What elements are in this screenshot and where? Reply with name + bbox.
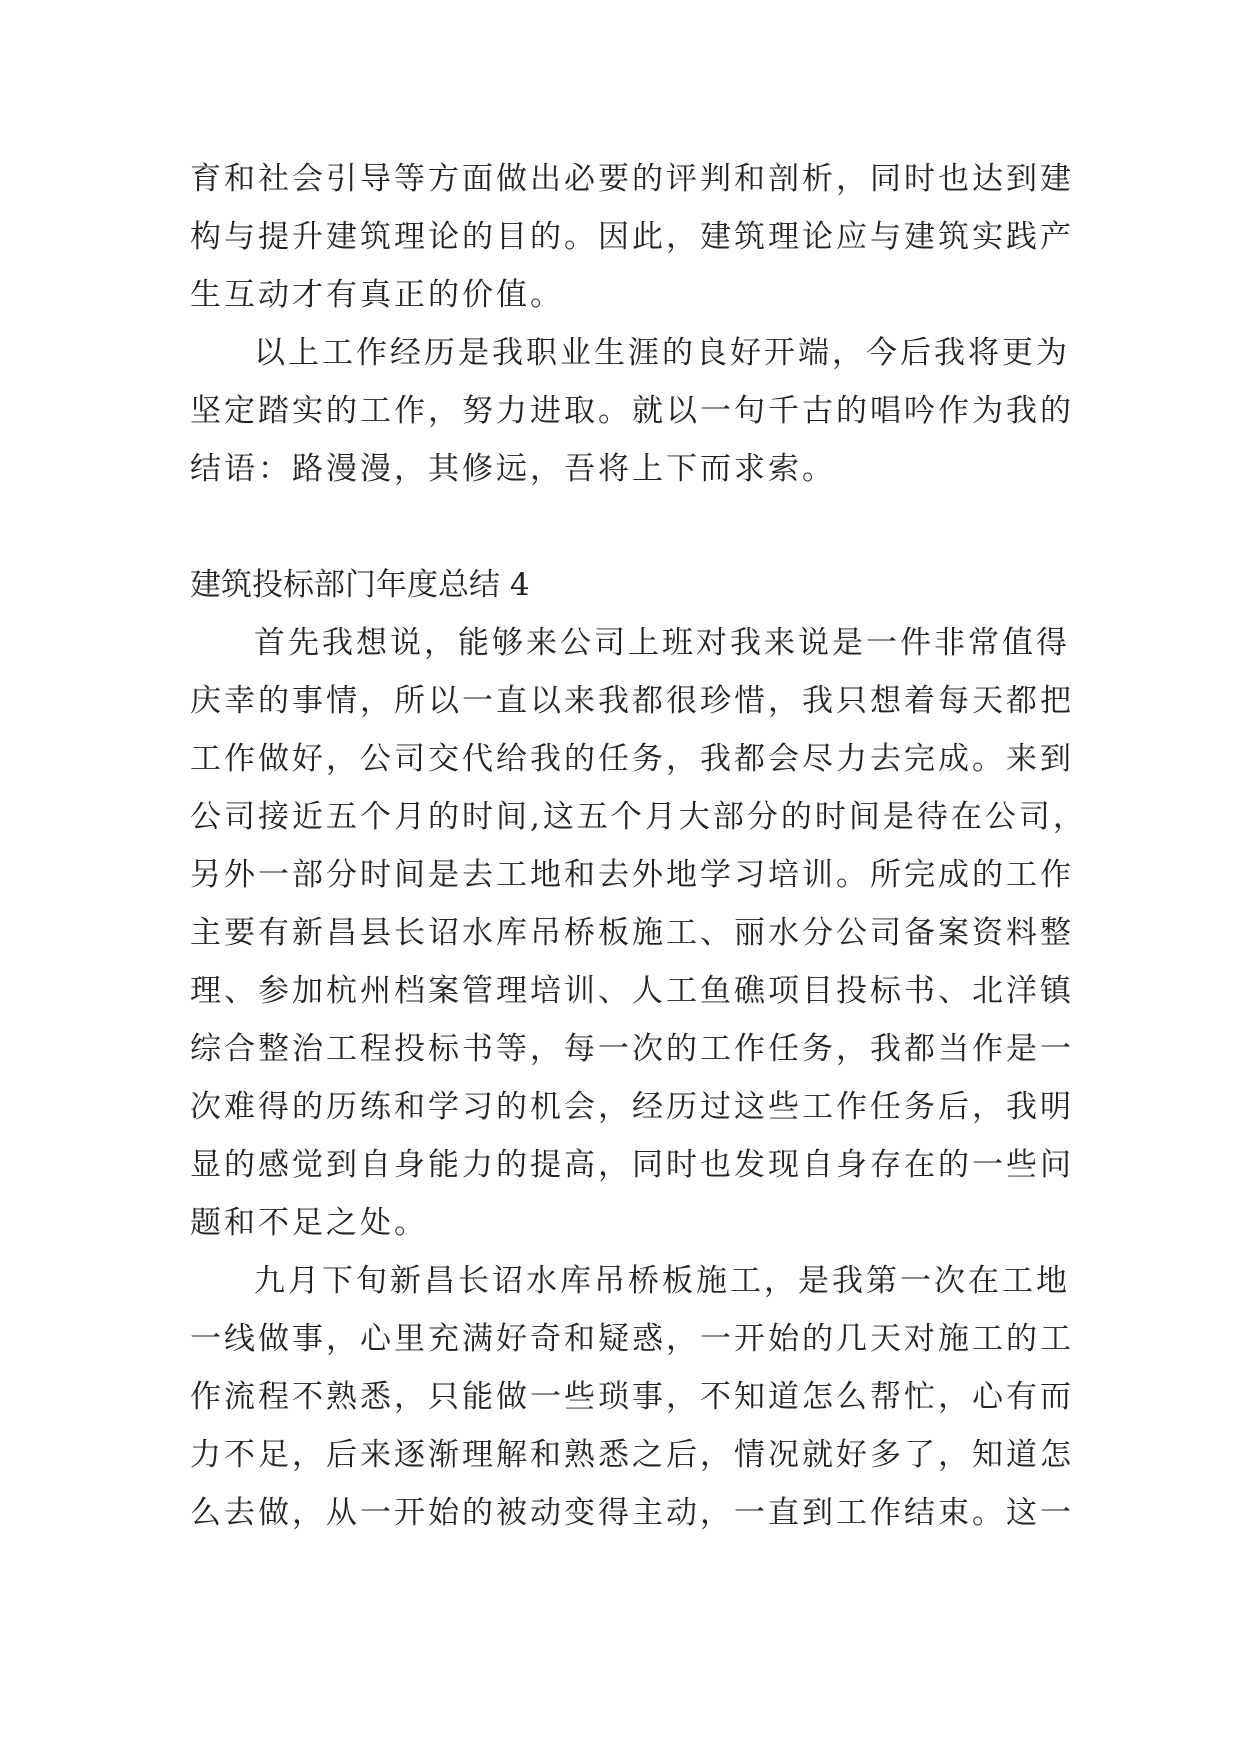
paragraph2-line-3: 作流程不熟悉，只能做一些琐事，不知道怎么帮忙，心有而 [190,1379,1074,1415]
closing-line-3: 结语：路漫漫，其修远，吾将上下而求索。 [190,451,836,487]
intro-line-3: 生互动才有真正的价值。 [190,277,564,313]
paragraph1-line-7: 理、参加杭州档案管理培训、人工鱼礁项目投标书、北洋镇 [190,973,1074,1009]
paragraph1-line-9: 次难得的历练和学习的机会，经历过这些工作任务后，我明 [190,1089,1074,1125]
closing-line-1: 以上工作经历是我职业生涯的良好开端，今后我将更为 [254,335,1070,371]
paragraph1-line-10: 显的感觉到自身能力的提高，同时也发现自身存在的一些问 [190,1147,1074,1183]
section-heading: 建筑投标部门年度总结 4 [190,567,530,603]
intro-line-2: 构与提升建筑理论的目的。因此，建筑理论应与建筑实践产 [190,219,1074,255]
paragraph2-line-4: 力不足，后来逐渐理解和熟悉之后，情况就好多了，知道怎 [190,1437,1074,1473]
closing-line-2: 坚定踏实的工作，努力进取。就以一句千古的唱吟作为我的 [190,393,1074,429]
paragraph1-line-11: 题和不足之处。 [190,1205,428,1241]
paragraph1-line-2: 庆幸的事情，所以一直以来我都很珍惜，我只想着每天都把 [190,683,1074,719]
paragraph1-line-4: 公司接近五个月的时间,这五个月大部分的时间是待在公司， [190,799,1087,835]
section-spacer [190,498,1050,556]
paragraph1-line-5: 另外一部分时间是去工地和去外地学习培训。所完成的工作 [190,857,1074,893]
paragraph2-line-2: 一线做事，心里充满好奇和疑惑，一开始的几天对施工的工 [190,1321,1074,1357]
document-body [190,150,1087,1542]
intro-line-1: 育和社会引导等方面做出必要的评判和剖析，同时也达到建 [190,161,1074,197]
paragraph1-line-6: 主要有新昌县长诏水库吊桥板施工、丽水分公司备案资料整 [190,915,1074,951]
paragraph1-line-1: 首先我想说，能够来公司上班对我来说是一件非常值得 [254,625,1070,661]
paragraph2-line-1: 九月下旬新昌长诏水库吊桥板施工，是我第一次在工地 [254,1263,1070,1299]
paragraph2-line-5: 么去做，从一开始的被动变得主动，一直到工作结束。这一 [190,1495,1074,1531]
paragraph1-line-8: 综合整治工程投标书等，每一次的工作任务，我都当作是一 [190,1031,1074,1067]
paragraph1-line-3: 工作做好，公司交代给我的任务，我都会尽力去完成。来到 [190,741,1074,777]
